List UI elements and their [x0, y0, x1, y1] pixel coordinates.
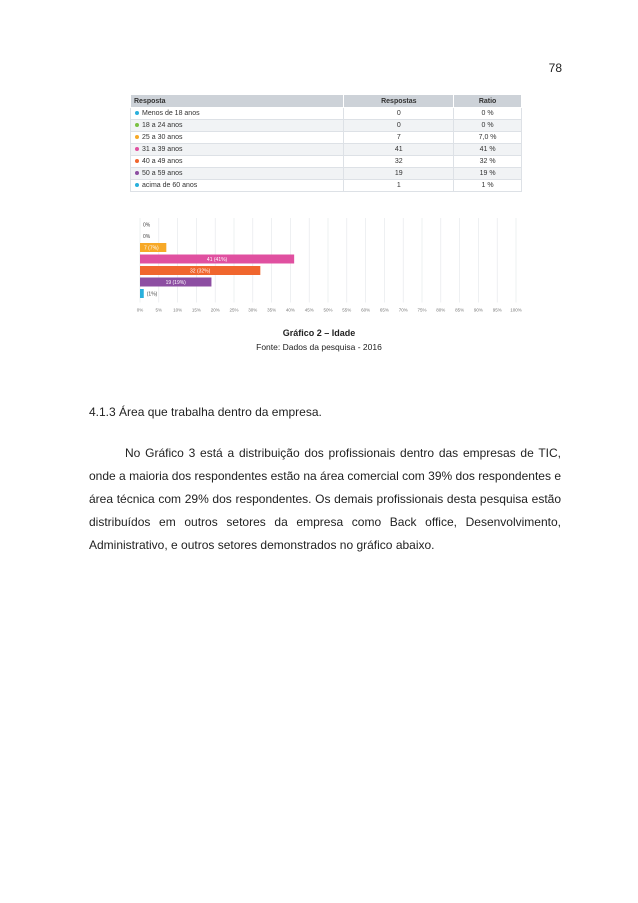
row-ratio: 7,0 %	[454, 132, 522, 144]
figure-caption-title: Gráfico 2 – Idade	[282, 328, 356, 338]
legend-dot-icon	[135, 159, 139, 163]
x-tick-label: 25%	[229, 307, 239, 313]
bar-value-label: 0%	[143, 233, 151, 240]
row-label-cell	[131, 108, 344, 120]
age-figure	[130, 94, 522, 316]
legend-dot-icon	[135, 111, 139, 115]
row-label-cell	[131, 180, 344, 192]
age-bar-chart	[130, 218, 522, 316]
x-tick-label: 15%	[191, 307, 201, 313]
row-label: Menos de 18 anos	[142, 110, 200, 117]
page-number: 78	[548, 61, 562, 75]
table-row	[131, 180, 522, 192]
row-ratio: 0 %	[454, 120, 522, 132]
row-count: 1	[344, 180, 454, 192]
row-count: 0	[344, 108, 454, 120]
x-tick-label: 95%	[492, 307, 502, 313]
header-ratio: Ratio	[454, 95, 522, 108]
row-count: 41	[344, 144, 454, 156]
table-row	[131, 168, 522, 180]
row-label-cell	[131, 168, 344, 180]
row-label-cell	[131, 156, 344, 168]
row-ratio: 1 %	[454, 180, 522, 192]
x-tick-label: 20%	[210, 307, 220, 313]
table-row	[131, 156, 522, 168]
bar-value-label: 7 (7%)	[144, 245, 159, 252]
row-ratio: 41 %	[454, 144, 522, 156]
section-heading: 4.1.3 Área que trabalha dentro da empresa.	[89, 405, 322, 419]
header-resposta: Resposta	[131, 95, 344, 108]
row-ratio: 19 %	[454, 168, 522, 180]
x-tick-label: 5%	[155, 307, 163, 313]
row-label: 25 a 30 anos	[142, 134, 183, 141]
row-count: 0	[344, 120, 454, 132]
table-header-row	[131, 95, 522, 108]
row-count: 7	[344, 132, 454, 144]
table-row	[131, 144, 522, 156]
x-tick-label: 85%	[455, 307, 465, 313]
row-ratio: 32 %	[454, 156, 522, 168]
row-label: 31 a 39 anos	[142, 146, 183, 153]
x-tick-label: 50%	[323, 307, 333, 313]
row-label: 50 a 59 anos	[142, 170, 183, 177]
legend-dot-icon	[135, 171, 139, 175]
x-tick-label: 75%	[417, 307, 427, 313]
row-count: 19	[344, 168, 454, 180]
body-paragraph: No Gráfico 3 está a distribuição dos profissionais dentro das empresas de TIC, onde a maioria dos respondentes estão na área comercial com 39% dos respondentes e área técnica com 29% dos respondentes. Os demais profissionais desta pesquisa estão distribuídos em outros setores da empresa como Back office, Desenvolvimento, Administrativo, e outros setores demonstrados no gráfico abaixo.	[89, 446, 561, 552]
legend-dot-icon	[135, 183, 139, 187]
row-count: 32	[344, 156, 454, 168]
x-tick-label: 60%	[361, 307, 371, 313]
row-label: acima de 60 anos	[142, 182, 198, 189]
table-body	[131, 108, 522, 192]
bar-value-label: (1%)	[146, 291, 158, 298]
row-ratio: 0 %	[454, 108, 522, 120]
x-tick-label: 55%	[342, 307, 352, 313]
row-label-cell	[131, 144, 344, 156]
bar	[140, 289, 144, 298]
x-tick-label: 65%	[379, 307, 389, 313]
x-tick-label: 70%	[398, 307, 408, 313]
bar-value-label: 19 (19%)	[165, 279, 186, 286]
x-tick-label: 0%	[136, 307, 144, 313]
x-tick-label: 90%	[473, 307, 483, 313]
bar-value-label: 32 (32%)	[190, 268, 211, 275]
x-tick-label: 10%	[173, 307, 183, 313]
x-tick-label: 100%	[510, 307, 522, 313]
x-tick-label: 35%	[267, 307, 277, 313]
figure-caption-source: Fonte: Dados da pesquisa - 2016	[256, 342, 382, 352]
row-label: 18 a 24 anos	[142, 122, 183, 129]
bar-value-label: 0%	[143, 222, 151, 229]
x-tick-label: 30%	[248, 307, 258, 313]
responses-table	[130, 94, 522, 192]
row-label: 40 a 49 anos	[142, 158, 183, 165]
legend-dot-icon	[135, 135, 139, 139]
table-row	[131, 132, 522, 144]
x-tick-label: 45%	[304, 307, 314, 313]
header-respostas: Respostas	[344, 95, 454, 108]
legend-dot-icon	[135, 123, 139, 127]
x-tick-label: 80%	[436, 307, 446, 313]
x-tick-label: 40%	[285, 307, 295, 313]
row-label-cell	[131, 120, 344, 132]
table-row	[131, 108, 522, 120]
row-label-cell	[131, 132, 344, 144]
legend-dot-icon	[135, 147, 139, 151]
bar-value-label: 41 (41%)	[206, 256, 228, 263]
table-row	[131, 120, 522, 132]
